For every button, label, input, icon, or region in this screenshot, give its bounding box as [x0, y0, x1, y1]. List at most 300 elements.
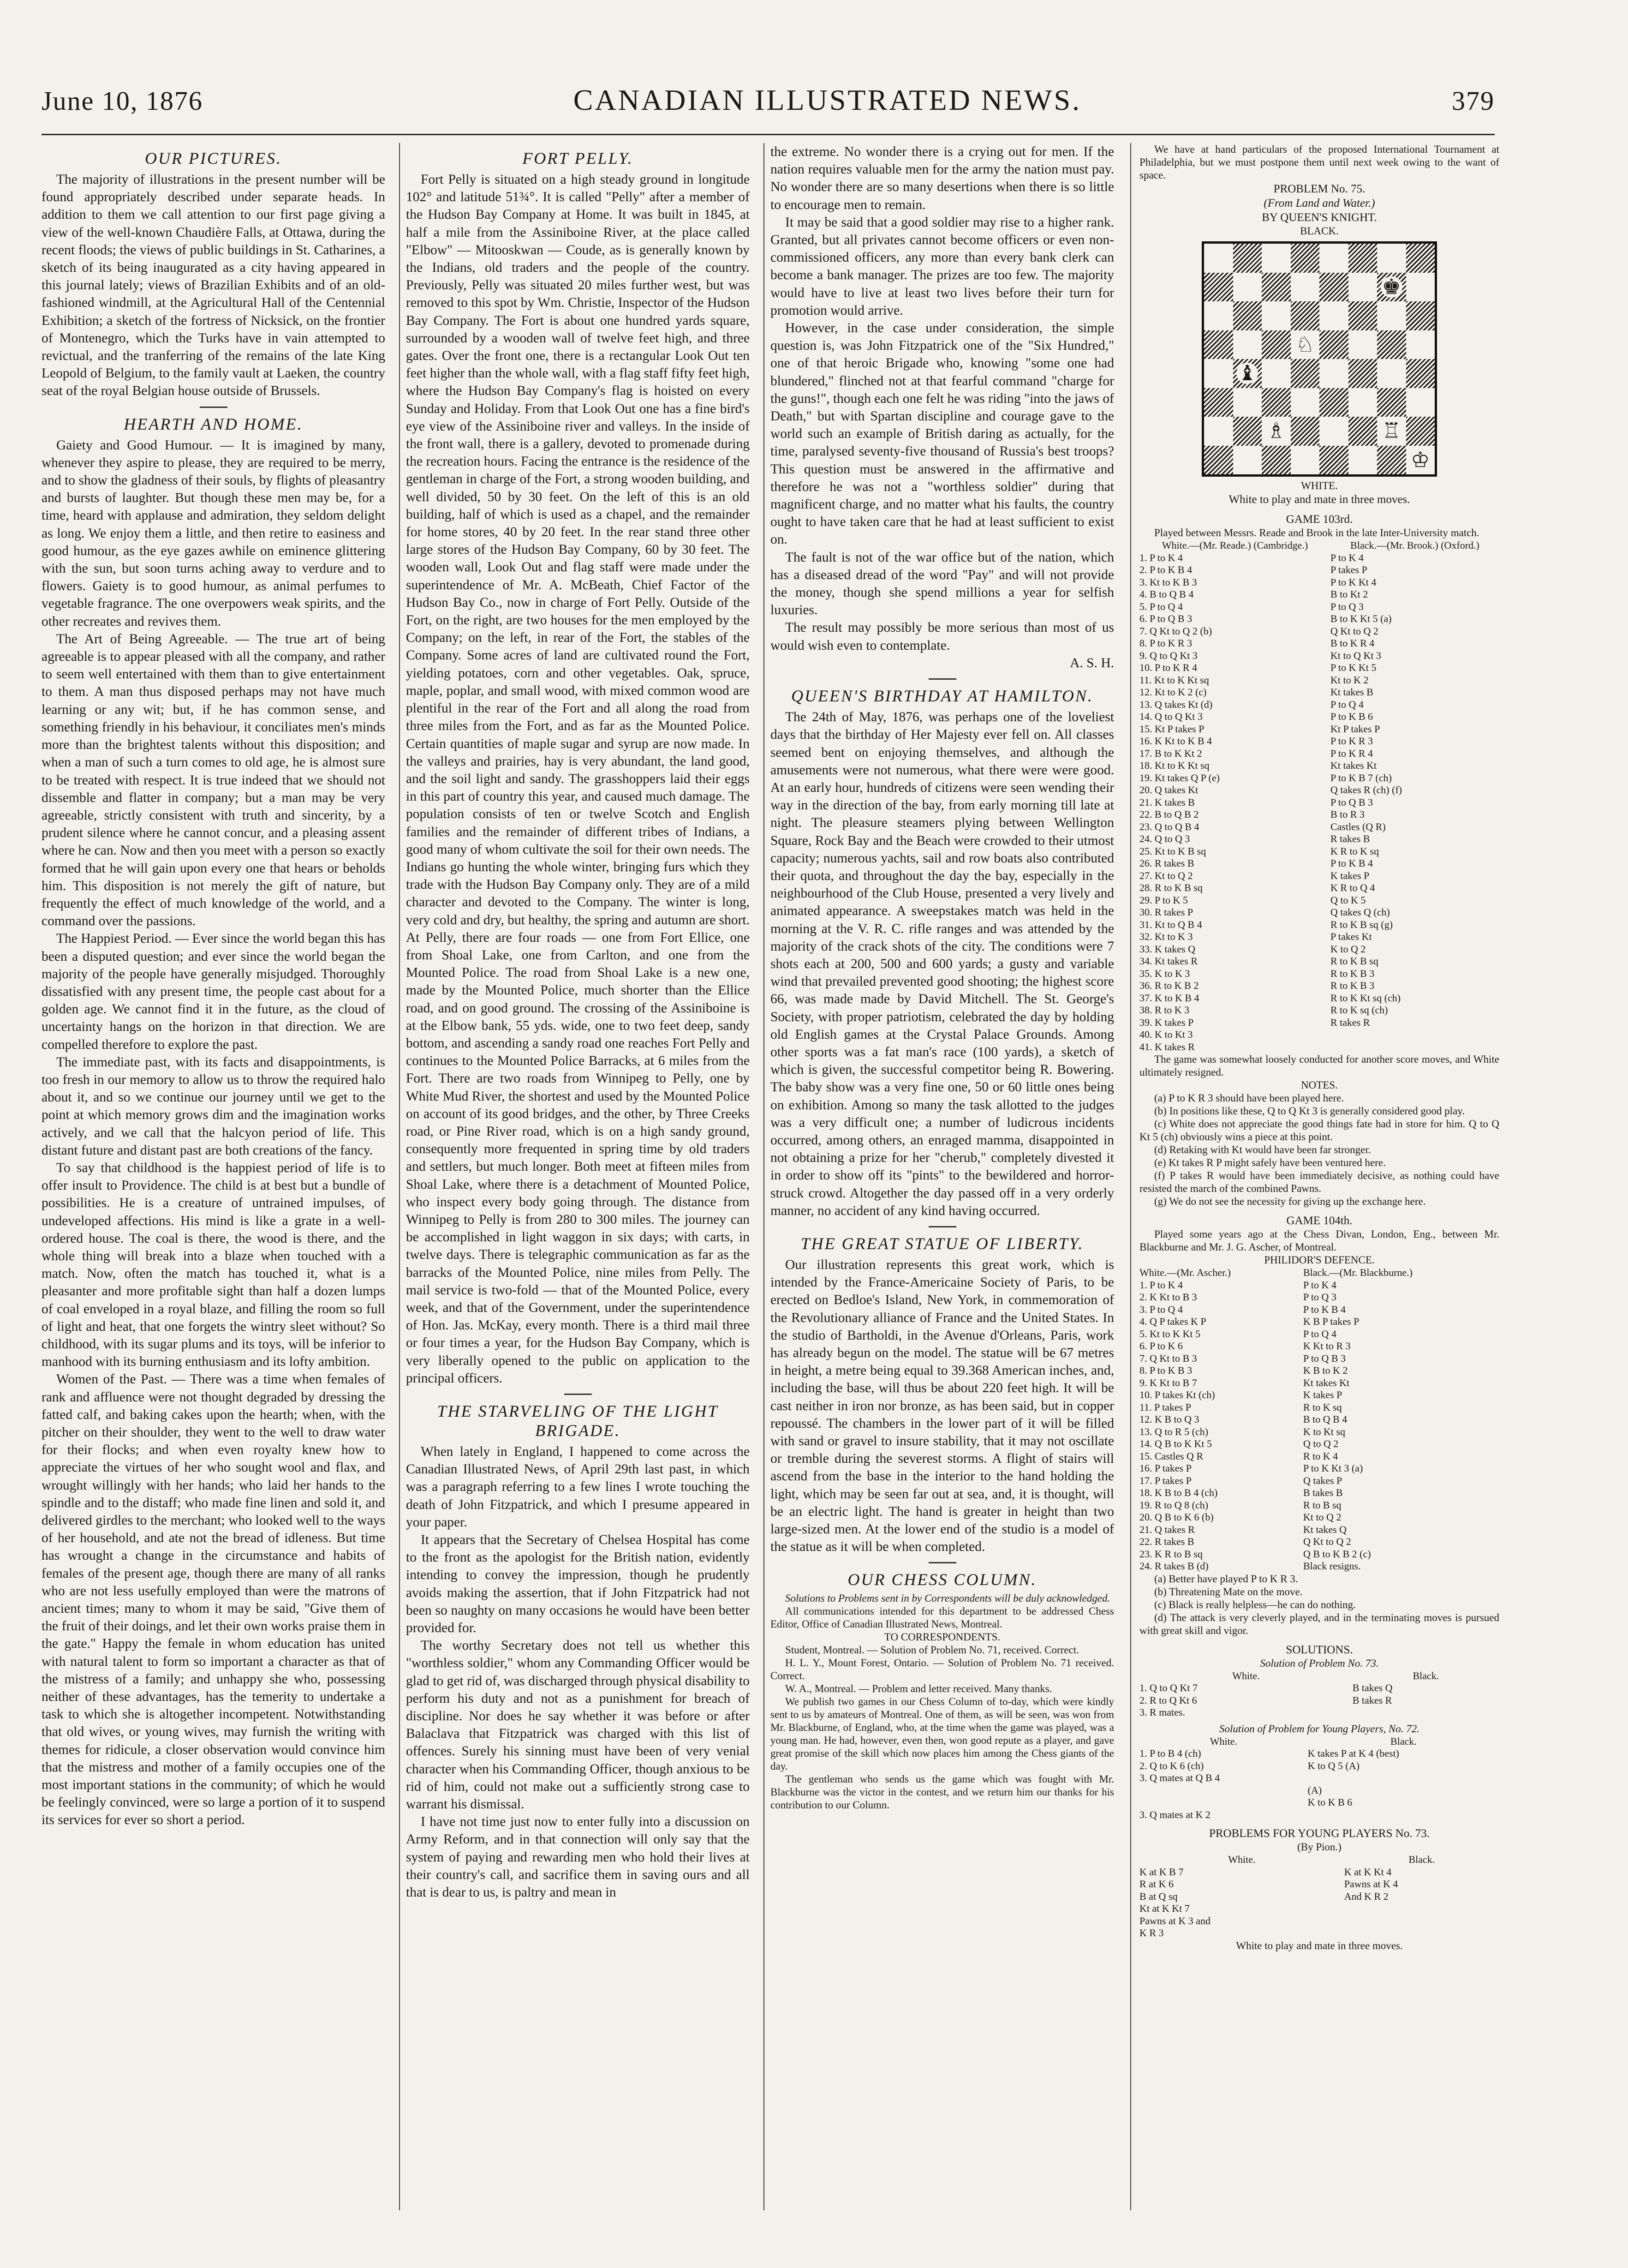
move-row: [1139, 1279, 1499, 1292]
black-move: P to K Kt 5: [1330, 662, 1377, 673]
board-square: [1348, 301, 1378, 330]
white-header: White.: [1210, 1735, 1237, 1747]
white-move: 39. K takes P: [1139, 1016, 1194, 1028]
black-move: Kt to Q Kt 3: [1330, 649, 1381, 661]
article-heading-queens-birthday: QUEEN'S BIRTHDAY AT HAMILTON.: [791, 687, 1093, 706]
black-header: Black.: [1390, 1735, 1417, 1747]
move-row: [1139, 613, 1499, 625]
black-move: Q to Q 2: [1303, 1438, 1339, 1449]
board-square: [1319, 244, 1348, 273]
article-paragraph: Fort Pelly is situated on a high steady ground in longitude 102° and latitude 51¾°. It is called "Pelly" after a member of the Hudson Bay Company at Home. It was built in 1845, at half a mile from the Assiniboine River, at the place called "Elbow" — Mitooskwan — Coude, as is generally known by the Indians, old traders and the people of the country. Previously, Pelly was situated 20 miles further west, but was removed to this spot by Wm. Christie, Inspector of the Hudson Bay Company. The Fort is about one hundred yards square, surrounded by a wooden wall of twelve feet high, and three gates. Over the front one, there is a rectangular Look Out ten feet higher than the whole wall, with a flag staff fifty feet high, where the Hudson Bay Company's flag is hoisted on every Sunday and Holiday. From that Look Out one has a fine bird's eye view of the Assiniboine river and valleys. In the inside of the front wall, there is a gallery, devoted to promenade during the recreation hours. Facing the entrance is the residence of the gentleman in charge of the Fort, a strong wooden building, and well divided, 50 by 30 feet. On the left of this is an old building, half of which is used as a chapel, and the remainder for home stores, 40 by 20 feet. In the rear stand three other large stores of the Hudson Bay Company, 60 by 30 feet. The wooden wall, Look Out and flag staff were made under the superintendence of Mr. A. McBeath, Chief Factor of the Hudson Bay Co., now in charge of Fort Pelly. Outside of the Fort, on the right, are two houses for the men employed by the Company; on the left, in rear of the Fort, the stables of the Company. Some acres of land are cultivated round the Fort, yielding potatoes, corn and other vegetables. Oak, spruce, maple, poplar, and small wood, with mixed common wood are plentiful in the rear of the Fort and all along the road from three miles from the Fort, and as far as the Mounted Police. Certain quantities of maple sugar and syrup are now made. In the valleys and prairies, hay is very abundant, the land good, and the soil light and sandy. The grasshoppers laid their eggs in this part of country this year, and caused much damage. The population consists of ten or twelve Scotch and English families and the remainder of different tribes of Indians, a good many of whom cultivate the soil for their own needs. The Indians go hunting the whole winter, bringing furs which they trade with the Hudson Bay Company only. They are of a mild character and devoted to the Company. The winter is long, very cold and dry, but healthy, the spring and autumn are short. At Pelly, there are four roads — one from Fort Ellice, one from Shoal Lake, one from Carlton, and one from the Mounted Police. The road from Shoal Lake is a new one, made by the Mounted Police, much shorter than the Ellice road, and on good ground. The crossing of the Assiniboine is at the Elbow bank, 55 yds. wide, one to two feet deep, sandy bottom, and ascending a sandy road one reaches Fort Pelly and continues to the Mounted Police Barracks, at 6 miles from the Fort. There are two roads from Winnipeg to Pelly, one by White Mud River, the shortest and used by the Mounted Police on account of its good bridges, and the other, by Three Creeks road, or Pine River road, which is on a high sandy ground, consequently more frequented in spring time by old traders and settlers, but much longer. Both meet at fifteen miles from Shoal Lake, where there is a detachment of Mounted Police, who inspect every body going through. The distance from Winnipeg to Pelly is from 280 to 300 miles. The journey can be accomplished in light waggon in six days; with carts, in twelve days. There is telegraphic communication as far as the barracks of the Mounted Police, nine miles from Pelly. The mail service is two-fold — that of the Mounted Police, every week, and that of the Government, under the superintendence of Hon. Jas. McKay, every month. There is a third mail three or four times a year, for the Hudson Bay Company, which is very liberally opened to the public on application to the principal officers.: [406, 172, 750, 1386]
white-move: 14. Q to Q Kt 3: [1139, 711, 1203, 722]
black-move: P to K B 4: [1330, 857, 1373, 869]
move-row: [1139, 650, 1499, 662]
article-paragraph: The immediate past, with its facts and disappointments, is too fresh in our memory to allow us to throw the required halo about it, and so we continue our journey until we get to the point at which memory grows dim and the imagination works actively, and we call that the halcyon period of life. This distant future and distant past are both creations of the fancy.: [42, 1054, 385, 1158]
white-move: 27. Kt to Q 2: [1139, 869, 1193, 881]
move-row: [1139, 1340, 1499, 1352]
masthead-rule: [42, 134, 1495, 135]
board-square: [1348, 417, 1378, 446]
article-paragraph: The Art of Being Agreeable. — The true art of being agreeable is to appear pleased with all the company, and rather to seem well entertained with them than to give entertainment to them. A man thus disposed perhaps may not have much learning or any wit; but, if he has common sense, and something friendly in his behaviour, it conciliates men's minds more than the brightest talents without this disposition; and when a man of such a turn comes to old age, he is almost sure to be treated with respect. It is true indeed that we should not dissemble and flatter in company; but a man may be very agreeable, strictly consistent with truth and sincerity, by a prudent silence where he cannot concur, and a pleasing assent where he can. Now and then you meet with a person so exactly formed that he will gain upon every one that hears or beholds him. This disposition is not merely the gift of nature, but frequently the effect of much knowledge of the world, and a command over the passions.: [42, 631, 385, 929]
black-move: R to K Kt sq (ch): [1330, 992, 1401, 1004]
white-move: 14. Q B to K Kt 5: [1139, 1438, 1212, 1449]
move-row: [1139, 845, 1499, 858]
black-move: P to K Kt 3 (a): [1303, 1462, 1363, 1474]
move-row: [1139, 1450, 1499, 1463]
black-move: B takes Q: [1352, 1682, 1393, 1694]
white-player-header: White.—(Mr. Reade.) (Cambridge.): [1162, 539, 1308, 551]
move-row: [1139, 1041, 1499, 1053]
move-row: [1139, 760, 1499, 772]
chess-piece: ♝: [1236, 363, 1258, 384]
board-square: [1377, 301, 1406, 330]
game-note: (c) Black is really helpless—he can do nothing.: [1154, 1598, 1356, 1610]
board-square: [1291, 273, 1320, 302]
chess-piece: ♗: [1265, 420, 1287, 442]
white-move: 38. R to K 3: [1139, 1004, 1190, 1016]
move-row: [1139, 1511, 1499, 1524]
move-row: [1139, 943, 1499, 956]
white-move: 2. Q to K 6 (ch): [1139, 1759, 1204, 1771]
article-paragraph: The majority of illustrations in the present number will be found appropriately described under separate heads. In addition to them we call attention to our first page giving a view of the well-known Chaudière Falls, at Ottawa, during the recent floods; the views of public buildings in St. Catharines, a sketch of its being inaugurated as a city having appeared in this journal lately; views of Brazilian Exhibits and of an old-fashioned windmill, at the Agricultural Hall of the Centennial Exhibition; a sketch of the fortress of Nicksick, on the frontier of Montenegro, which the Turks have in vain attempted to revictual, and the tranferring of the remains of the late King Leopold of Belgium, to the family vault at Laeken, the country seat of the royal Belgian house outside of Brussels.: [42, 172, 385, 399]
game-moves-table: [1139, 539, 1499, 1053]
white-move: 22. R takes B: [1139, 1536, 1194, 1547]
move-row: [1139, 833, 1499, 845]
black-move: R to K sq (ch): [1330, 1004, 1388, 1016]
board-square: [1204, 301, 1233, 330]
move-row: [1139, 808, 1499, 821]
board-square: [1262, 273, 1291, 302]
board-white-label: WHITE.: [1301, 480, 1338, 491]
move-row: [1139, 686, 1499, 699]
move-row: [1139, 1352, 1499, 1365]
board-square: [1319, 273, 1348, 302]
game-moves-table: [1139, 1267, 1499, 1573]
game-notes: [1139, 1573, 1499, 1637]
chess-piece: ♚: [1381, 276, 1402, 298]
chess-paragraph: W. A., Montreal. — Problem and letter received. Many thanks.: [785, 1683, 1052, 1695]
game-note: (b) In positions like these, Q to Q Kt 3 is generally considered good play.: [1154, 1105, 1465, 1117]
article-paragraph: the extreme. No wonder there is a crying out for men. If the nation requires valuable men for the army the nation must pay. No wonder there are so many desertions when there is so little to encourage men to remain.: [770, 144, 1114, 212]
black-move: Q Kt to Q 2: [1303, 1536, 1351, 1547]
black-header: Black.: [1408, 1854, 1435, 1865]
board-square: [1319, 359, 1348, 388]
article-heading-light-brigade: THE STARVELING OF THE LIGHT BRIGADE.: [437, 1402, 719, 1440]
article-paragraph: To say that childhood is the happiest period of life is to offer insult to Providence. The child is at best but a bundle of possibilities. He is a creature of untrained impulses, of undeveloped affections. His mind is like a grate in a well-ordered house. The coal is there, the wood is there, and the whole thing will break into a blaze when touched with a match. Now, often the match has touched it, what is a pleasanter and more profitable sight than half a dozen lumps of coal enveloped in a royal blaze, and filling the room so full of light and heat, that one forgets the wintry sleet without? So childhood, with its sugar plums and its toys, will be inferior to manhood with its burning enthusiasm and its lofty ambition.: [42, 1160, 385, 1370]
column-4: [1139, 143, 1499, 2210]
move-row: [1139, 1784, 1499, 1797]
white-move: 19. R to Q 8 (ch): [1139, 1499, 1209, 1511]
white-move: 36. R to K B 2: [1139, 980, 1199, 991]
black-move: K to Q 2: [1330, 943, 1366, 955]
white-move: 3. Q mates at K 2: [1139, 1808, 1211, 1820]
move-row: [1139, 1291, 1499, 1304]
black-move: Q Kt to Q 2: [1330, 625, 1378, 637]
page-number: 379: [1451, 86, 1495, 116]
position-row: [1139, 1915, 1499, 1927]
move-row: [1139, 1401, 1499, 1414]
article-paragraph: However, in the case under consideration, the simple question is, was John Fitzpatrick one of the "Six Hundred," one of that heroic Brigade who, knowing "some one had blundered," flinched not at that fearful command "charge for the guns!", though each one felt he was riding "into the jaws of Death," but with Spartan discipline and courage gave to the world such an example of British daring as actually, for the time, paralysed seventy-five thousand of Russia's best troops? This question must be answered in the affirmative and therefore he was not a "worthless soldier" during that magnificent charge, and no matter what his faults, the country ought to have taken care that he had at least sufficient to exist on.: [770, 321, 1114, 547]
move-row: [1139, 1316, 1499, 1328]
black-move: Black resigns.: [1303, 1560, 1361, 1572]
white-move: 22. B to Q B 2: [1139, 808, 1199, 820]
white-piece-position: K at K B 7: [1139, 1866, 1184, 1878]
black-move: K Kt to R 3: [1303, 1340, 1351, 1352]
white-move: 11. Kt to K Kt sq: [1139, 674, 1209, 686]
white-move: 10. P to K R 4: [1139, 662, 1198, 673]
board-square: [1406, 359, 1435, 388]
board-square: [1262, 388, 1291, 417]
chess-intro: We have at hand particulars of the proposed International Tournament at Philadelphia, but we must postpone them until next week owing to the want of space.: [1139, 144, 1499, 181]
white-move: 15. Kt P takes P: [1139, 723, 1205, 735]
game-closing: The game was somewhat loosely conducted for another score moves, and White ultimately resigned.: [1139, 1053, 1499, 1078]
white-move: 2. R to Q Kt 6: [1139, 1694, 1197, 1706]
white-move: 33. K takes Q: [1139, 943, 1195, 955]
white-move: 29. P to K 5: [1139, 894, 1188, 906]
chess-paragraph: We publish two games in our Chess Column of to-day, which were kindly sent to us by amateurs of Montreal. One of them, as will be seen, was won from Mr. Blackburne, of England, who, at the time when the game was played, was a young man. He had, however, even then, won good repute as a player, and gave great promise of the skill which now places him among the Chess giants of the day.: [770, 1696, 1114, 1772]
board-square: [1291, 446, 1320, 475]
game-note: (c) White does not appreciate the good things fate had in store for him. Q to Q Kt 5 (ch) obviously wins a piece at this point.: [1139, 1118, 1499, 1143]
young-problem-title: PROBLEMS FOR YOUNG PLAYERS No. 73.: [1209, 1827, 1430, 1840]
problem-source: (From Land and Water.): [1264, 197, 1375, 209]
black-move: B to Kt 2: [1330, 588, 1368, 600]
black-move: P to Q B 3: [1330, 796, 1373, 808]
section-separator: [564, 1394, 592, 1395]
white-move: 17. B to K Kt 2: [1139, 747, 1202, 759]
game-note: (b) Threatening Mate on the move.: [1154, 1586, 1303, 1598]
white-move: 4. Q P takes K P: [1139, 1316, 1206, 1327]
white-move: 7. Q Kt to B 3: [1139, 1352, 1197, 1364]
chess-paragraph: H. L. Y., Mount Forest, Ontario. — Solution of Problem No. 71 received. Correct.: [770, 1657, 1114, 1682]
white-move: 5. Kt to K Kt 5: [1139, 1328, 1200, 1340]
issue-date: June 10, 1876: [42, 86, 203, 116]
board-square: [1233, 273, 1262, 302]
black-move: R takes B: [1330, 833, 1370, 844]
board-square: [1233, 417, 1262, 446]
white-move: 3. R mates.: [1139, 1706, 1185, 1718]
game-title: GAME 103rd.: [1286, 513, 1353, 526]
board-square: [1262, 244, 1291, 273]
black-move: Kt takes B: [1330, 686, 1373, 698]
white-move: 5. P to Q 4: [1139, 600, 1183, 612]
white-piece-position: Pawns at K 3 and: [1139, 1915, 1211, 1927]
opening-name: PHILIDOR'S DEFENCE.: [1264, 1254, 1375, 1266]
white-header: White.: [1232, 1670, 1260, 1682]
board-square: [1319, 417, 1348, 446]
move-row: [1139, 699, 1499, 711]
move-row: [1139, 870, 1499, 882]
article-paragraph: The result may possibly be more serious than most of us would wish even to contemplate.: [770, 620, 1114, 653]
black-move: P to K R 4: [1330, 747, 1373, 759]
black-move: B to Q B 4: [1303, 1413, 1348, 1425]
black-move: [1330, 1029, 1499, 1041]
black-move: Kt takes Q: [1303, 1523, 1347, 1535]
black-piece-position: [1344, 1915, 1499, 1927]
board-square: [1319, 301, 1348, 330]
white-move: 10. P takes Kt (ch): [1139, 1389, 1215, 1400]
white-move: 1. P to B 4 (ch): [1139, 1747, 1201, 1759]
board-square: [1406, 330, 1435, 359]
white-move: 20. Q takes Kt: [1139, 784, 1199, 796]
white-move: 40. K to Kt 3: [1139, 1029, 1193, 1040]
white-move: 37. K to K B 4: [1139, 992, 1199, 1004]
board-square: [1291, 301, 1320, 330]
move-row: [1139, 1017, 1499, 1029]
white-move: 21. K takes B: [1139, 796, 1195, 808]
black-move: P to K 4: [1303, 1279, 1336, 1291]
black-move: R takes R: [1330, 1016, 1370, 1028]
white-move: 23. K R to B sq: [1139, 1548, 1203, 1560]
move-row: [1139, 711, 1499, 723]
board-square: [1406, 244, 1435, 273]
black-move: P takes Kt: [1330, 931, 1372, 942]
solution-moves-table: [1139, 1735, 1499, 1821]
white-player-header: White.—(Mr. Ascher.): [1139, 1267, 1231, 1278]
board-square: [1204, 446, 1233, 475]
black-piece-position: [1344, 1903, 1499, 1915]
board-square: [1233, 359, 1262, 388]
move-row: [1139, 1536, 1499, 1548]
black-move: P to K B 4: [1303, 1303, 1346, 1315]
move-row: [1139, 723, 1499, 736]
black-move: R to K B sq: [1330, 955, 1378, 967]
chess-piece: ♘: [1294, 334, 1316, 355]
black-move: K B P takes P: [1303, 1316, 1360, 1327]
board-square: [1262, 330, 1291, 359]
solutions-title: SOLUTIONS.: [1286, 1643, 1353, 1656]
black-piece-position: And K R 2: [1344, 1890, 1389, 1902]
move-row: [1139, 601, 1499, 613]
white-move: 20. Q B to K 6 (b): [1139, 1511, 1214, 1523]
black-move: P to K Kt 4: [1330, 576, 1377, 588]
black-player-header: Black.—(Mr. Blackburne.): [1303, 1267, 1413, 1278]
move-row: [1139, 1694, 1499, 1707]
white-move: 24. R takes B (d): [1139, 1560, 1209, 1572]
black-move: P to Q 4: [1330, 698, 1364, 710]
move-row: [1139, 674, 1499, 687]
black-move: Q takes Q (ch): [1330, 906, 1390, 918]
article-paragraph: The Happiest Period. — Ever since the world began this has been a disputed question; and ever since the world began the majority of the people have generally misjudged. Thoroughly dissatisfied with any present time, the people cast about for a golden age. We cannot find it in the future, as the cloud of uncertainty hangs on the horizon in that direction. We are compelled therefore to explore the past.: [42, 931, 385, 1052]
board-square: [1406, 446, 1435, 475]
board-square: [1291, 244, 1320, 273]
game-note: (f) P takes R would have been immediately decisive, as nothing could have resisted the march of the combined Pawns.: [1139, 1170, 1499, 1194]
black-piece-position: Pawns at K 4: [1344, 1878, 1398, 1890]
black-move: P to K 4: [1330, 551, 1364, 563]
game-intro: Played some years ago at the Chess Divan, London, Eng., between Mr. Blackburne and Mr. J. G. Ascher, of Montreal.: [1139, 1228, 1499, 1253]
board-square: [1319, 388, 1348, 417]
black-move: R to K B sq (g): [1330, 918, 1393, 930]
move-row: [1139, 919, 1499, 931]
board-square: [1262, 417, 1291, 446]
black-move: K takes P at K 4 (best): [1307, 1747, 1400, 1759]
move-row: [1139, 857, 1499, 870]
game-note: (e) Kt takes R P might safely have been ventured here.: [1154, 1157, 1386, 1168]
board-square: [1377, 359, 1406, 388]
article-heading-fort-pelly: FORT PELLY.: [522, 149, 633, 168]
white-move: 3. Kt to K B 3: [1139, 576, 1197, 588]
article-signature: A. S. H.: [1070, 655, 1114, 670]
column-divider: [399, 143, 400, 2210]
position-row: [1139, 1927, 1499, 1939]
board-square: [1406, 388, 1435, 417]
white-move: 6. P to K 6: [1139, 1340, 1183, 1352]
move-row: [1139, 1426, 1499, 1438]
board-square: [1377, 446, 1406, 475]
move-row: [1139, 1772, 1499, 1784]
move-row: [1139, 552, 1499, 564]
white-move: 28. R to K B sq: [1139, 882, 1203, 893]
move-row: [1139, 1796, 1499, 1809]
chess-notice: Solutions to Problems sent in by Correspondents will be duly acknowledged.: [785, 1592, 1110, 1604]
problem-author: BY QUEEN'S KNIGHT.: [1262, 211, 1377, 224]
article-paragraph: Our illustration represents this great work, which is intended by the France-Americaine Society of Paris, to be erected on Bedloe's Island, New York, in commemoration of the Revolutionary alliance of France and the United States. In the studio of Bartholdi, in the Avenue d'Orleans, Paris, work has already begun on the model. The statue will be 67 metres in height, a metre being equal to 39.368 American inches, and, including the base, will thus be about 220 feet high. It will be cast neither in iron nor bronze, as has been said, but in copper repoussé. The chambers in the lower part of it will be filled with sand or gravel to insure stability, that it may not oscillate or tremble during the severest storms. A flight of stairs will ascend from the base in the interior to the hand holding the light, which may be seen far out at sea, and, it is thought, will be an electric light. The hand is greater in height than two large-sized men. At the lower end of the studio is a model of the statue as it will be when completed.: [770, 1257, 1114, 1555]
section-separator: [929, 678, 956, 680]
move-row: [1139, 980, 1499, 992]
black-move: K to K B 6: [1307, 1796, 1353, 1808]
white-move: 9. K Kt to B 7: [1139, 1376, 1197, 1388]
move-row: [1139, 796, 1499, 809]
black-move: Kt P takes P: [1330, 723, 1380, 735]
move-row: [1139, 1389, 1499, 1401]
white-move: 13. Q to R 5 (ch): [1139, 1425, 1209, 1437]
chess-paragraph: Student, Montreal. — Solution of Problem No. 71, received. Correct.: [785, 1644, 1079, 1656]
move-row: [1139, 992, 1499, 1005]
solution-subtitle: Solution of Problem for Young Players, No. 72.: [1219, 1723, 1420, 1735]
black-move: Q takes P: [1303, 1474, 1342, 1486]
move-row: [1139, 784, 1499, 796]
move-row: [1139, 1438, 1499, 1450]
move-row: [1139, 906, 1499, 919]
white-move: 4. B to Q B 4: [1139, 588, 1194, 600]
move-row: [1139, 1524, 1499, 1536]
article-paragraph: When lately in England, I happened to come across the Canadian Illustrated News, of April 29th last past, in which was a paragraph referring to a few lines I wrote touching the death of John Fitzpatrick, and which I presume appeared in your paper.: [406, 1444, 750, 1530]
article-paragraph: The fault is not of the war office but of the nation, which has a diseased dread of the word "Pay" and will not provide the money, though she spend millions a year for selfish luxuries.: [770, 550, 1114, 618]
board-square: [1348, 273, 1378, 302]
white-move: 9. Q to Q Kt 3: [1139, 649, 1198, 661]
position-row: [1139, 1878, 1499, 1891]
black-header: Black.: [1413, 1670, 1439, 1682]
black-move: P to K B 6: [1330, 711, 1373, 722]
young-problem-author: (By Pion.): [1297, 1841, 1342, 1853]
white-move: 18. K B to B 4 (ch): [1139, 1487, 1218, 1498]
board-square: [1291, 388, 1320, 417]
black-move: P to K B 7 (ch): [1330, 772, 1392, 784]
move-row: [1139, 735, 1499, 748]
board-square: [1377, 417, 1406, 446]
white-move: 3. Q mates at Q B 4: [1139, 1772, 1220, 1783]
white-move: 30. R takes P: [1139, 906, 1193, 918]
white-move: 8. P to K R 3: [1139, 637, 1193, 649]
article-heading-chess-column: OUR CHESS COLUMN.: [847, 1570, 1037, 1589]
move-row: [1139, 1004, 1499, 1017]
white-move: 11. P takes P: [1139, 1401, 1192, 1413]
masthead: [42, 83, 1495, 125]
solution-moves-table: [1139, 1670, 1499, 1719]
white-move: 3. P to Q 4: [1139, 1303, 1183, 1315]
move-row: [1139, 1328, 1499, 1340]
chess-piece: ♖: [1381, 420, 1402, 442]
board-square: [1348, 330, 1378, 359]
column-3: [770, 143, 1114, 2210]
board-square: [1262, 446, 1291, 475]
board-square: [1233, 330, 1262, 359]
game-note: (a) Better have played P to K R 3.: [1154, 1573, 1298, 1585]
black-move: (A): [1307, 1784, 1322, 1796]
white-move: [1139, 1784, 1308, 1797]
white-move: 2. P to K B 4: [1139, 564, 1193, 575]
board-square: [1291, 359, 1320, 388]
chess-paragraph: The gentleman who sends us the game which was fought with Mr. Blackburne was the victor in the contest, and we return him our thanks for his contribution to our Column.: [770, 1773, 1114, 1811]
move-row: [1139, 1548, 1499, 1561]
move-row: [1139, 821, 1499, 833]
article-paragraph: I have not time just now to enter fully into a discussion on Army Reform, and in that connection will only say that the system of paying and rewarding men who hold their lives at their country's call, and sacrifice them in saving ours and all that is dear to us, is paltry and mean in: [406, 1814, 750, 1900]
position-row: [1139, 1866, 1499, 1879]
board-square: [1204, 244, 1233, 273]
white-move: 19. Kt takes Q P (e): [1139, 772, 1220, 784]
board-black-label: BLACK.: [1300, 225, 1339, 237]
white-piece-position: B at Q sq: [1139, 1890, 1178, 1902]
move-row: [1139, 1560, 1499, 1573]
black-move: R to K 4: [1303, 1450, 1338, 1462]
white-move: 41. K takes R: [1139, 1041, 1195, 1053]
white-move: 12. K B to Q 3: [1139, 1413, 1199, 1425]
black-move: K B to K 2: [1303, 1364, 1348, 1376]
black-move: Q B to K B 2 (c): [1303, 1548, 1371, 1560]
white-move: 23. Q to Q B 4: [1139, 820, 1199, 832]
black-move: Kt takes Kt: [1303, 1376, 1350, 1388]
white-move: 21. Q takes R: [1139, 1523, 1195, 1535]
move-row: [1139, 1413, 1499, 1426]
board-square: [1319, 330, 1348, 359]
white-move: 15. Castles Q R: [1139, 1450, 1204, 1462]
column-1: [42, 143, 385, 2210]
black-move: R to B sq: [1303, 1499, 1342, 1511]
section-separator: [929, 1562, 956, 1563]
white-move: 12. Kt to K 2 (c): [1139, 686, 1207, 698]
black-move: K to Kt sq: [1303, 1425, 1345, 1437]
black-move: P to Q B 3: [1303, 1352, 1346, 1364]
black-move: [1308, 1772, 1499, 1784]
move-row: [1139, 1364, 1499, 1377]
game-note: (g) We do not see the necessity for giving up the exchange here.: [1154, 1196, 1426, 1207]
young-problem-caption: White to play and mate in three moves.: [1236, 1939, 1403, 1951]
black-move: K takes P: [1330, 869, 1370, 881]
move-row: [1139, 1809, 1499, 1821]
board-square: [1377, 388, 1406, 417]
problem-title: PROBLEM No. 75.: [1273, 183, 1366, 195]
column-divider: [763, 143, 764, 2210]
white-move: 8. P to K B 3: [1139, 1364, 1193, 1376]
white-move: [1139, 1796, 1308, 1809]
move-row: [1139, 1760, 1499, 1772]
white-move: 7. Q Kt to Q 2 (b): [1139, 625, 1212, 637]
black-move: R to K B 3: [1330, 980, 1375, 991]
board-square: [1233, 244, 1262, 273]
move-row: [1139, 1462, 1499, 1475]
black-move: K to Q 5 (A): [1307, 1759, 1360, 1771]
white-piece-position: K R 3: [1139, 1927, 1164, 1939]
white-move: 16. K Kt to K B 4: [1139, 735, 1212, 747]
board-square: [1204, 388, 1233, 417]
black-move: K R to Q 4: [1330, 882, 1375, 893]
move-row: [1139, 576, 1499, 589]
move-row: [1139, 588, 1499, 601]
white-move: 1. Q to Q Kt 7: [1139, 1682, 1198, 1694]
game-notes: [1139, 1092, 1499, 1208]
black-move: Kt takes Kt: [1330, 760, 1377, 771]
column-2: [406, 143, 750, 2210]
board-square: [1204, 359, 1233, 388]
chess-subheading: TO CORRESPONDENTS.: [884, 1631, 1001, 1643]
